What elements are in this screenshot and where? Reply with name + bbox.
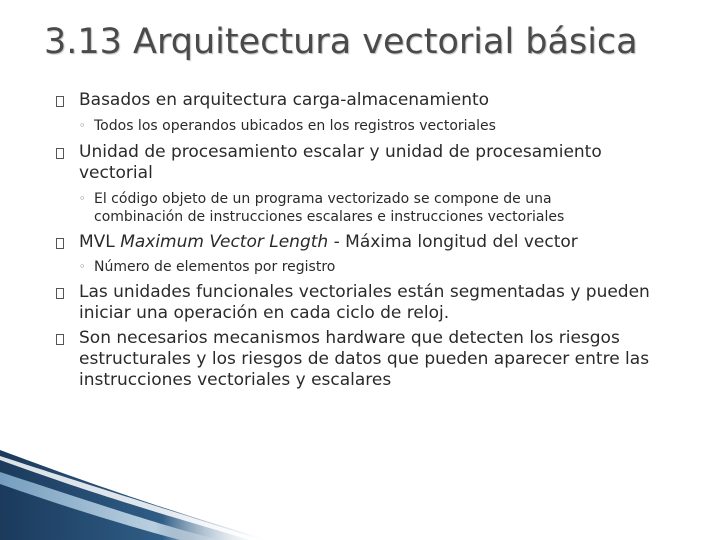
bullet-item — [56, 282, 664, 324]
sub-bullet-item — [79, 190, 639, 226]
sub-bullet-text: Número de elementos por registro — [94, 259, 336, 275]
circle-bullet-icon: ◦ — [79, 119, 86, 132]
sub-bullet-item — [79, 117, 694, 135]
square-bullet-icon — [56, 288, 64, 299]
bullet-item — [56, 142, 664, 184]
sub-bullet-text: Todos los operandos ubicados en los registros vectoriales — [94, 118, 496, 134]
sub-bullet-text: El código objeto de un programa vectorizado se compone de una combinación de instrucciones escalares e instrucciones vectoriales — [94, 191, 565, 225]
circle-bullet-icon: ◦ — [79, 192, 86, 205]
bullet-text: Basados en arquitectura carga-almacenamiento — [79, 90, 490, 110]
square-bullet-icon — [56, 334, 64, 345]
mvl-definition: - Máxima longitud del vector — [333, 232, 578, 252]
circle-bullet-icon: ◦ — [79, 260, 86, 273]
square-bullet-icon — [56, 148, 64, 159]
bullet-item — [56, 90, 699, 111]
decorative-wave — [0, 450, 720, 540]
bullet-text: Son necesarios mecanismos hardware que detecten los riesgos estructurales y los riesgos de datos que pueden aparecer entre las instrucciones vectoriales y escalares — [79, 328, 650, 390]
sub-bullet-item — [79, 258, 694, 276]
bullet-text: Las unidades funcionales vectoriales están segmentadas y pueden iniciar una operación en cada ciclo de reloj. — [79, 282, 650, 323]
bullet-text: Unidad de procesamiento escalar y unidad de procesamiento vectorial — [79, 142, 602, 183]
square-bullet-icon — [56, 238, 64, 249]
bullet-item — [56, 328, 664, 391]
square-bullet-icon — [56, 96, 64, 107]
mvl-label: MVL — [79, 232, 115, 252]
bullet-item — [56, 232, 699, 253]
slide-title: 3.13 Arquitectura vectorial básica — [44, 22, 638, 62]
mvl-italic-text: Maximum Vector Length — [120, 232, 329, 252]
